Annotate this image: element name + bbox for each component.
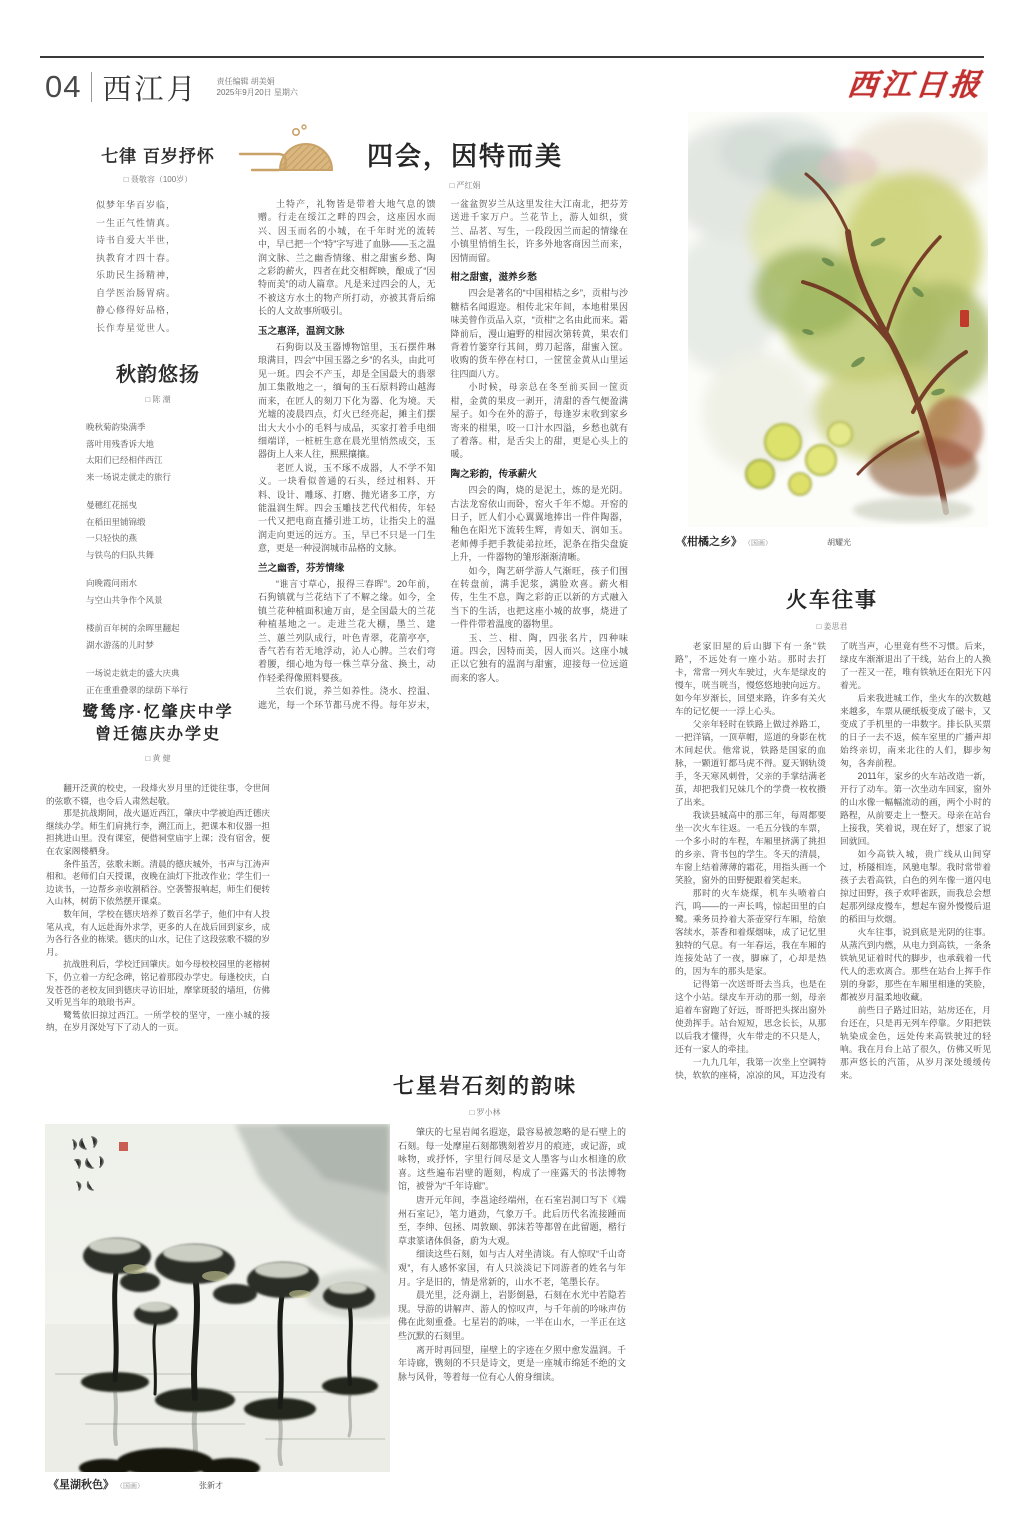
caption-note: （国画） — [116, 1483, 144, 1490]
paragraph: 父亲年轻时在铁路上做过养路工，一把洋镐，一顶草帽，巡道的身影在枕木间起伏。他常说，铁路是国家的血脉，一颗道钉都马虎不得。夏天钢轨烫手，冬天寒风刺骨，父亲的手掌结满老茧，却把我们兄妹几个的学费一枚枚攒了出来。 — [675, 719, 826, 807]
paragraph: 数年间，学校在德庆培养了数百名学子，他们中有人投笔从戎，有人远赴海外求学，更多的人在战后回到家乡，成为各行各业的栋梁。德庆的山水，记住了这段弦歌不辍的岁月。 — [46, 908, 270, 957]
page-number: 04 — [45, 69, 82, 104]
article-title-line2: 曾迁德庆办学史 — [94, 726, 221, 743]
citrus-country-painting — [688, 112, 988, 527]
paragraph: 细读这些石刻，如与古人对坐清谈。有人惊叹“千山奇观”，有人感怀家国，有人只淡淡记下同游者的姓名与年月。字是旧的，情是常新的，山水不老，笔墨长存。 — [398, 1249, 626, 1287]
caption-title: 《柑橘之乡》 — [676, 536, 742, 548]
caption-artist: 胡耀光 — [827, 538, 851, 547]
poem-stanza: 楼前百年树的余晖里翻起 湖水游荡的儿时梦 — [86, 623, 180, 650]
header-rule — [40, 56, 984, 58]
article-qixingyan-body — [398, 1126, 626, 1500]
poem-byline: □ 聂敬容（100岁） — [123, 175, 193, 184]
star-lake-autumn-painting — [45, 1124, 390, 1472]
paragraph: 我读县城高中的那三年，每周都要坐一次火车往返。一毛五分钱的车票，一个多小时的车程，车厢里挤满了挑担的乡亲、背书包的学生。冬天的清晨，车窗上结着薄薄的霜花，用指头画一个笑脸，窗外的田野便跟着笑起来。 — [675, 810, 826, 885]
paragraph: 如今，陶艺研学游人气渐旺，孩子们围在转盘前，满手泥浆，满脸欢喜。薪火相传，生生不息，陶之彩韵正以新的方式融入当下的生活，也把这座小城的故事，烧进了一件件带着温度的器物里。 — [450, 565, 628, 630]
paragraph: 条件虽苦，弦歌未断。清晨的德庆城外，书声与江涛声相和。老师们白天授课，夜晚在油灯下批改作业；学生们一边读书，一边帮乡亲收割稻谷。空袭警报响起，师生们便转入山林，树荫下依然摆开课桌。 — [46, 858, 270, 907]
paragraph: 唐开元年间，李邕途经端州，在石室岩洞口写下《端州石室记》，笔力遒劲，气象万千。此后历代名流接踵而至，李绅、包拯、周敦颐、郭沫若等都曾在此留题，楷行草隶篆诸体俱备，蔚为大观。 — [398, 1194, 626, 1246]
poem-title: 秋韵悠扬 — [116, 364, 200, 386]
paragraph: 兰农们说，养兰如养性。浇水、控温、遮光，每一个环节都马虎不得。每年岁末，一盆盆贺岁兰从这里发往大江南北，把芬芳送进千家万户。兰花节上，游人如织，赏兰、品茗、写生，一段段因兰而起的情缘在小镇里悄悄生长，许多外地客商因兰而来，因情而留。 — [258, 199, 628, 710]
subhead: 柑之甜蜜，滋养乡愁 — [450, 272, 537, 284]
subhead: 陶之彩韵，传承薪火 — [450, 468, 537, 480]
subhead: 玉之惠泽，温润文脉 — [258, 325, 345, 337]
paragraph: 一九九几年，我第一次坐上空调特快，软软的座椅，凉凉的风，耳边没有了咣当声，心里竟有些不习惯。后来，绿皮车渐渐退出了干线，站台上的人换了一茬又一茬，唯有铁轨还在阳光下闪着光。 — [675, 641, 991, 1080]
poem-stanza: 晚秋菊韵染满季 落叶用残香诉大地 太阳们已经相伴西江 来一场说走就走的旅行 — [86, 422, 172, 482]
caption-title: 《星湖秋色》 — [48, 1479, 114, 1491]
paragraph: 后来我进城工作，坐火车的次数越来越多，车票从硬纸板变成了磁卡，又变成了手机里的一串数字。排长队买票的日子一去不返，候车室里的广播声却始终亲切，南来北往的人们，脚步匆匆，各奔前程。 — [840, 693, 991, 768]
poem-stanza: 一场说走就走的盛大庆典 正在重重叠翠的绿荫下举行 — [86, 668, 189, 695]
article-byline: □ 严红娟 — [449, 181, 481, 190]
article-sihui-body — [258, 198, 628, 1042]
poem-autumn — [58, 358, 258, 710]
article-title: 四会，因特而美 — [366, 141, 563, 171]
section-name: 西江月 — [102, 73, 199, 106]
article-train-head — [672, 584, 992, 632]
article-byline: □ 罗小林 — [469, 1108, 501, 1117]
article-title: 鹭鸶序·忆肇庆中学 — [82, 704, 234, 721]
paragraph: 2011年，家乡的火车站改造一新，开行了动车。第一次坐动车回家，窗外的山水像一幅幅流动的画，两个小时的路程，从前要走上一整天。母亲在站台上接我，笑着说，现在好了，想家了说回就回。 — [840, 771, 991, 846]
article-byline: □ 黄 健 — [145, 754, 171, 763]
paragraph: 石狗街以及玉器博物馆里，玉石摆件琳琅满目，四会“中国玉器之乡”的名头，由此可见一斑。四会不产玉，却是全国最大的翡翠加工集散地之一，缅甸的玉石原料跨山越海而来，在匠人的刻刀下化为器、化为境。天光墟的凌晨四点，灯火已经亮起，摊主们摆出大大小小的毛料与成品，买家打着手电细细端详，一桩桩生意在晨光里悄然成交，玉器街上人来人往，熙熙攘攘。 — [258, 342, 436, 460]
article-school-history-head — [46, 702, 270, 764]
paragraph: 抗战胜利后，学校迁回肇庆。如今母校校园里的老榕树下，仍立着一方纪念碑，铭记着那段办学史。每逢校庆，白发苍苍的老校友回到德庆寻访旧址，摩挲斑驳的墙垣，仿佛又听见当年的琅琅书声。 — [46, 959, 270, 1008]
paragraph: 玉、兰、柑、陶，四张名片，四种味道。四会，因特而美，因人而兴。这座小城正以它独有的温润与甜蜜，迎接每一位远道而来的客人。 — [450, 632, 628, 683]
paragraph: “谁言寸草心，报得三春晖”。20年前，石狗镇就与兰花结下了不解之缘。如今，全镇兰花种植面积逾万亩，是全国最大的兰花种植基地之一。走进兰花大棚，墨兰、建兰、蕙兰列队成行，叶色青翠，花箭亭亭，香气若有若无地浮动，沁人心脾。兰农们弯着腰，细心地为每一株兰草分盆、换土，动作轻柔得像照料婴孩。 — [258, 578, 436, 683]
article-title: 七星岩石刻的韵味 — [393, 1075, 577, 1098]
paragraph: 如今高铁入城，贵广线从山间穿过，桥隧相连，风驰电掣。我时常带着孩子去看高铁，白色的列车像一道闪电掠过田野，孩子欢呼雀跃，而我总会想起那列绿皮慢车，想起车窗外慢慢后退的稻田与炊烟。 — [840, 849, 991, 924]
paragraph: 那是抗战期间，战火逼近西江，肇庆中学被迫西迁德庆继续办学。师生们肩挑行李，溯江而上，把课本和仪器一担担挑进山里。没有课室，便借祠堂庙宇上课；没有宿舍，便在农家阁楼栖身。 — [46, 808, 270, 856]
article-qixingyan-head — [345, 1070, 625, 1118]
painting-seal-icon — [119, 1142, 128, 1151]
article-byline: □ 姜思君 — [816, 622, 848, 631]
article-sihui-head — [300, 136, 630, 191]
header-meta — [217, 76, 298, 98]
painting-seal-icon — [960, 310, 969, 327]
caption-artist: 张新才 — [199, 1481, 223, 1490]
paragraph: 四会是著名的“中国柑桔之乡”，贡柑与沙糖桔名闻遐迩。相传北宋年间，本地柑果因味美曾作贡品入京，“贡柑”之名由此而来。霜降前后，漫山遍野的柑园次第转黄，果农们背着竹篓穿行其间，剪刀起落，甜蜜入筐。收购的货车停在村口，一筐筐金黄从山里运往四面八方。 — [450, 288, 628, 379]
paragraph: 火车往事，说到底是光阴的往事。从蒸汽到内燃，从电力到高铁，一条条铁轨见证着时代的脚步，也承载着一代代人的悲欢离合。那些在站台上挥手作别的身影，那些在车厢里相逢的笑脸，都被岁月温柔地收藏。 — [840, 927, 991, 1002]
paragraph: 小时候，母亲总在冬至前买回一筐贡柑，金黄的果皮一剥开，清甜的香气便盈满屋子。如今在外的游子，每逢岁末收到家乡寄来的柑果，咬一口汁水四溢，乡愁也就有了着落。柑，是舌尖上的甜，更是心头上的暖。 — [450, 382, 628, 460]
poem-title: 七律 百岁抒怀 — [101, 147, 215, 166]
paragraph: 离开时再回望，崖壁上的字迹在夕照中愈发温润。千年诗廊，镌刻的不只是诗文，更是一座城市绵延不绝的文脉与风骨，等着每一位有心人俯身细读。 — [398, 1344, 626, 1382]
paragraph: 晨光里，泛舟湖上，岩影倒悬，石刻在水光中若隐若现。导游的讲解声、游人的惊叹声，与千年前的吟咏声仿佛在此刻重叠。七星岩的韵味，一半在山水，一半正在这些沉默的石刻里。 — [398, 1290, 626, 1341]
editor-line: 责任编辑 胡美娟 — [216, 77, 275, 86]
article-title: 火车往事 — [786, 589, 878, 612]
xinghu-painting-caption — [48, 1476, 348, 1492]
poem-lines: 似梦年华百岁临， 一生正气性情真。 诗书自爱大半世， 执教育才四十春。 乐助民生扬精神， 自学医治肠胃病。 静心修得好品格， 长作寿星觉世人。 — [96, 200, 177, 333]
poem-centenary — [58, 142, 258, 337]
paragraph: 记得第一次送哥哥去当兵，也是在这个小站。绿皮车开动的那一刻，母亲追着车窗跑了好远，哥哥把头探出窗外使劲挥手。站台短短，思念长长，从那以后我才懂得，火车带走的不只是人，还有一家人的牵挂。 — [675, 979, 826, 1054]
poem-stanza: 向晚霞问雨水 与空山共争作个风景 — [86, 578, 163, 605]
paragraph: 肇庆的七星岩闻名遐迩，最容易被忽略的是石壁上的石刻。每一处摩崖石刻都镌刻着岁月的痕迹，或记游，或咏物，或抒怀，字里行间尽是文人墨客与山水相逢的欣喜。这些遍布岩壁的题刻，构成了一座露天的书法博物馆，被誉为“千年诗廊”。 — [398, 1127, 626, 1192]
paragraph: 土特产，礼物皆是带着大地气息的馈赠。行走在绥江之畔的四会，这座因水而兴、因玉而名的小城，在千年时光的流转中，早已把一个“特”字写进了血脉——玉之温润文脉、兰之幽香情缘、柑之甜蜜乡愁、陶之彩韵薪火，四者在此交相辉映，酿成了“因特而美”的动人篇章。凡是来过四会的人，无不被这方水土的物产所打动，亦被其背后绵长的人文故事所吸引。 — [258, 199, 436, 317]
subhead: 兰之幽香，芬芳情缘 — [258, 562, 345, 574]
paragraph: 那时的火车烧煤，机车头喷着白汽，呜——的一声长鸣，惊起田里的白鹭。乘务员拎着大茶壶穿行车厢，给旅客续水，茶香和着煤烟味，成了记忆里独特的气息。有一年春运，我在车厢的连接处站了一夜，脚麻了，心却是热的，因为车的那头是家。 — [675, 888, 826, 976]
citrus-painting-caption — [676, 533, 988, 549]
article-school-history-body — [46, 782, 270, 1116]
header-divider — [91, 72, 92, 102]
paragraph: 前些日子路过旧站，站房还在，月台还在，只是再无列车停靠。夕阳把铁轨染成金色，远处传来高铁驶过的轻响。我在月台上站了很久，仿佛又听见那声悠长的汽笛，从岁月深处缓缓传来。 — [840, 1005, 991, 1080]
poem-byline: □ 陈 潮 — [145, 395, 171, 404]
paragraph: 四会的陶，烧的是泥土，炼的是光阴。古法龙窑依山而卧，窑火千年不熄。开窑的日子，匠人们小心翼翼地捧出一件件陶器，釉色在阳光下流转生辉，青如天、润如玉。老师傅手把手教徒弟拉坯，泥条在指尖盘旋上升，一件器物的雏形渐渐清晰。 — [450, 485, 628, 563]
page-header — [45, 64, 298, 110]
poem-stanza: 曼穗红花摇曳 在稻田里铺锦缎 一只轻快的燕 与铁鸟的归队共舞 — [86, 500, 155, 560]
date-line: 2025年9月20日 星期六 — [216, 88, 298, 97]
masthead-logo: 西江日报 — [845, 68, 986, 103]
paragraph: 老家旧屋的后山脚下有一条“铁路”，不远处有一座小站。那时去打卡，常常一列火车驶过，火车是绿皮的慢车，咣当咣当，慢悠悠地驶向远方。如今年岁渐长，回望来路，许多有关火车的记忆便一一浮上心头。 — [675, 641, 826, 716]
paragraph: 老匠人说，玉不琢不成器，人不学不知义。一块看似普通的石头，经过相料、开料、设计、雕琢、打磨、抛光诸多工序，方能温润生辉。四会玉雕技艺代代相传，年轻一代又把电商直播引进工坊，让指尖上的温润走向更远的远方。玉，早已不只是一门生意，更是一种浸润城市品格的文脉。 — [258, 462, 436, 554]
paragraph: 翻开泛黄的校史，一段烽火岁月里的迁徙往事，令世间的弦歌不辍，也令后人肃然起敬。 — [46, 783, 270, 806]
article-train-body — [675, 640, 991, 1502]
caption-note: （国画） — [744, 540, 772, 547]
paragraph: 鹭鸶依旧掠过西江。一所学校的坚守，一座小城的接纳，在岁月深处写下了动人的一页。 — [46, 1009, 270, 1033]
